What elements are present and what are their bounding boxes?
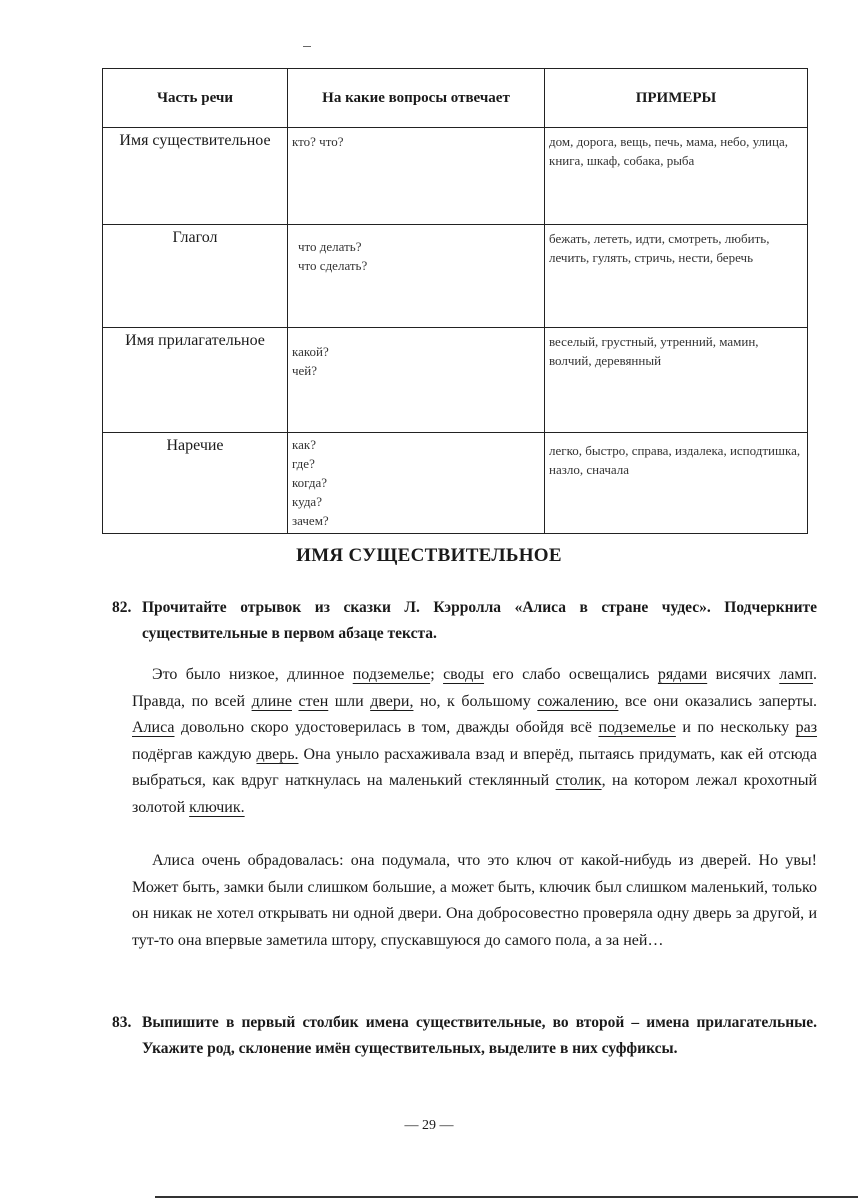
underlined-noun: подземелье	[598, 719, 676, 737]
table-row	[103, 433, 808, 534]
examples-cell: веселый, грустный, утренний, мамин, волчий, деревянный	[545, 328, 808, 433]
text-segment: но, к большому	[413, 692, 538, 710]
parts-of-speech-table	[102, 68, 808, 534]
underlined-noun: длине	[251, 692, 292, 710]
table-row	[103, 225, 808, 328]
question: куда?	[292, 494, 322, 509]
scan-artifact	[303, 46, 311, 47]
question: чей?	[292, 363, 318, 378]
underlined-noun: столик	[555, 772, 602, 790]
question: какой?	[292, 344, 329, 359]
table-row	[103, 128, 808, 225]
text-segment: все они оказались заперты.	[618, 692, 818, 710]
question: что делать?	[298, 239, 362, 254]
task-text: Прочитайте отрывок из сказки Л. Кэрролла «Алиса в стране чудес». Подчеркните существительные в первом абзаце текста.	[142, 599, 817, 642]
text-segment: шли	[328, 692, 371, 710]
header-part-of-speech: Часть речи	[103, 69, 288, 128]
text-segment: Это было низкое, длинное	[152, 666, 353, 683]
text-segment: его слабо освещались	[484, 666, 658, 683]
text-segment: довольно скоро удостоверилась в том, дважды обойдя всё	[174, 719, 599, 737]
text-segment: . Правда, по всей	[132, 666, 818, 710]
underlined-noun: сожалению,	[537, 692, 619, 710]
question: где?	[292, 456, 315, 471]
task-83	[112, 1010, 817, 1062]
underlined-noun: стен	[298, 692, 329, 710]
story-paragraph-1	[132, 662, 817, 822]
examples-cell: бежать, лететь, идти, смотреть, любить, лечить, гулять, стричь, нести, беречь	[545, 225, 808, 328]
task-number: 82.	[112, 599, 132, 616]
text-segment: и по нескольку	[675, 719, 796, 737]
underlined-noun: рядами	[657, 666, 708, 683]
examples-cell: дом, дорога, вещь, печь, мама, небо, улица, книга, шкаф, собака, рыба	[545, 128, 808, 225]
question: зачем?	[292, 513, 329, 528]
question: как?	[292, 437, 316, 452]
task-text: Выпишите в первый столбик имена существительные, во второй – имена прилагательные. Укажите род, склонение имён существительных, выделите в них суффиксы.	[142, 1014, 817, 1057]
underlined-noun: ламп	[779, 666, 814, 683]
part-name: Глагол	[103, 225, 288, 328]
table-header-row	[103, 69, 808, 128]
questions-cell	[288, 433, 545, 534]
question: когда?	[292, 475, 327, 490]
questions-cell	[288, 328, 545, 433]
table-row	[103, 328, 808, 433]
story-paragraph-2: Алиса очень обрадовалась: она подумала, что это ключ от какой-нибудь из дверей. Но увы! Может быть, замки были слишком большие, а может быть, ключик был слишком маленький, только он никак не хотел открывать ни одной двери. Она добросовестно проверяла одну дверь за другой, и тут-то она впервые заметила штору, спускавшуюся до самого пола, а за ней…	[132, 852, 817, 949]
task-82	[112, 595, 817, 647]
text-segment: , на котором лежал крохотный золотой	[132, 772, 818, 816]
text-segment: подёргав каждую	[132, 745, 257, 763]
page-number: — 29 —	[404, 1118, 454, 1133]
underlined-noun: Алиса	[132, 719, 175, 737]
task-number: 83.	[112, 1014, 132, 1031]
examples-cell: легко, быстро, справа, издалека, исподтишка, назло, сначала	[545, 433, 808, 534]
underlined-noun: двери,	[370, 692, 414, 710]
question: что сделать?	[298, 258, 368, 273]
underlined-noun: дверь.	[256, 745, 299, 763]
page-edge-line	[155, 1196, 858, 1198]
underlined-noun: ключик.	[189, 798, 245, 816]
underlined-noun: раз	[795, 719, 818, 737]
text-segment: ;	[430, 666, 444, 683]
part-name: Имя прилагательное	[103, 328, 288, 433]
question: кто? что?	[292, 134, 344, 149]
underlined-noun: своды	[443, 666, 485, 683]
underlined-noun: подземелье	[352, 666, 431, 683]
part-name: Наречие	[103, 433, 288, 534]
text-segment: Она уныло расхаживала взад и вперёд, пытаясь придумать, как ей отсюда выбраться, как вдруг наткнулась на маленький стеклянный	[132, 745, 818, 790]
header-examples: ПРИМЕРЫ	[545, 69, 808, 128]
questions-cell	[288, 128, 545, 225]
text-segment: висячих	[707, 666, 780, 683]
section-title: ИМЯ СУЩЕСТВИТЕЛЬНОЕ	[296, 545, 562, 566]
questions-cell	[288, 225, 545, 328]
part-name: Имя существительное	[103, 128, 288, 225]
header-questions: На какие вопросы отвечает	[288, 69, 545, 128]
